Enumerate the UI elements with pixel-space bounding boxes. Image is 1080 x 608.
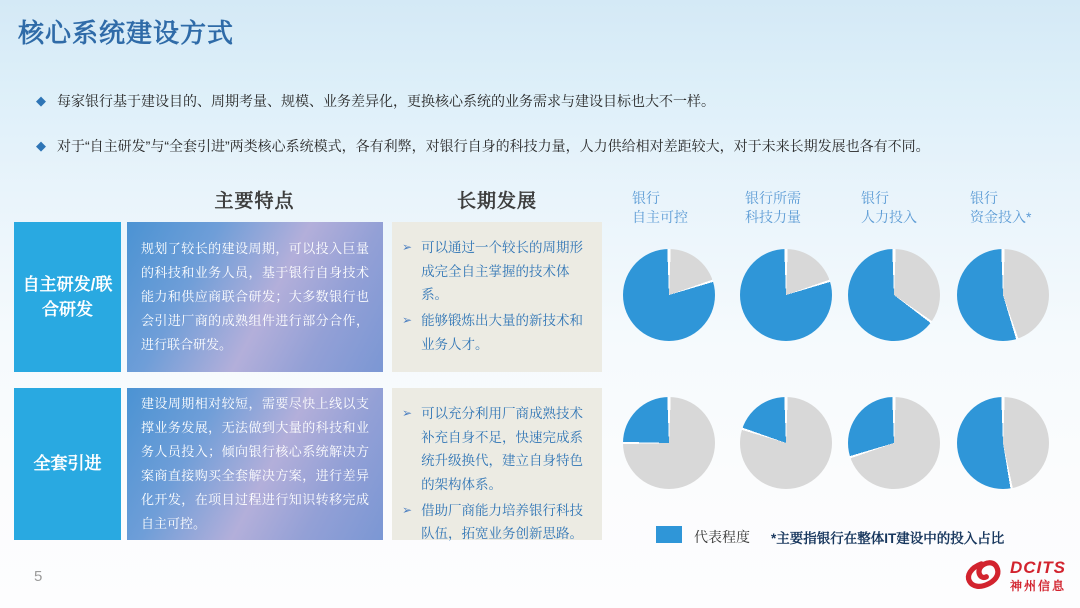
bullet-item xyxy=(36,136,1046,156)
pie-header-line: 银行 xyxy=(632,190,660,206)
logo-subtitle: 神州信息 xyxy=(1009,579,1066,594)
arrow-bullet-icon: ➢ xyxy=(402,406,413,420)
diamond-bullet-icon: ◆ xyxy=(36,93,46,108)
features-cell-row1 xyxy=(127,222,383,372)
pie-chart-self-funding xyxy=(957,249,1049,341)
bullet-text: 每家银行基于建设目的、周期考量、规模、业务差异化，更换核心系统的业务需求与建设目标也大不一样。 xyxy=(57,93,715,109)
arrow-bullet-icon: ➢ xyxy=(402,312,413,327)
longterm-cell-row1 xyxy=(392,222,602,372)
features-text: 建设周期相对较短，需要尽快上线以支撑业务发展，无法做到大量的科技和业务人员投入；倾向银行核心系统解决方案商直接购买全套解决方案，进行差异化开发，在项目过程进行知识转移完成自主可控。 xyxy=(141,395,369,532)
bullet-text: 对于“自主研发”与“全套引进”两类核心系统模式，各有利弊，对银行自身的科技力量，人力供给相对差距较大，对于未来长期发展也各有不同。 xyxy=(57,138,930,154)
row-label-self-developed: 自主研发/联合研发 xyxy=(14,222,121,372)
pie-header-line: 银行 xyxy=(861,190,889,206)
pie-chart-import-funding xyxy=(957,397,1049,489)
longterm-item xyxy=(402,402,594,497)
longterm-text: 可以充分利用厂商成熟技术补充自身不足，快速完成系统升级换代，建立自身特色的架构体系。 xyxy=(421,406,584,492)
pie-chart-import-manpower xyxy=(848,397,940,489)
pie-chart-self-manpower xyxy=(848,249,940,341)
diamond-bullet-icon: ◆ xyxy=(36,138,46,153)
pie-header-line: 人力投入 xyxy=(861,209,917,226)
longterm-item xyxy=(402,499,594,546)
pie-header-line: 自主可控 xyxy=(632,209,688,226)
legend-swatch xyxy=(656,526,682,543)
longterm-text: 借助厂商能力培养银行科技队伍，拓宽业务创新思路。 xyxy=(421,502,584,542)
pie-header-line: 银行 xyxy=(970,190,998,206)
bullet-item xyxy=(36,91,1046,111)
longterm-text: 能够锻炼出大量的新技术和业务人才。 xyxy=(421,312,584,352)
pie-chart-self-autonomy xyxy=(623,249,715,341)
logo-name: DCITS xyxy=(1009,557,1066,577)
pie-column-header-funding xyxy=(970,189,1080,228)
pie-chart-import-autonomy xyxy=(623,397,715,489)
longterm-item xyxy=(402,236,594,307)
longterm-cell-row2 xyxy=(392,388,602,540)
pie-header-line: 银行所需 xyxy=(745,190,801,206)
column-header-features: 主要特点 xyxy=(214,191,295,212)
pie-column-header-tech-power xyxy=(745,189,855,228)
arrow-bullet-icon: ➢ xyxy=(402,240,413,254)
page-title: 核心系统建设方式 xyxy=(18,18,235,48)
row-label-full-import: 全套引进 xyxy=(14,388,121,540)
logo-text-block xyxy=(1010,559,1066,595)
pie-column-header-manpower xyxy=(861,189,971,228)
pie-header-line: 资金投入* xyxy=(970,209,1032,226)
pie-header-line: 科技力量 xyxy=(745,209,801,226)
dcits-logo xyxy=(962,557,1066,596)
arrow-bullet-icon: ➢ xyxy=(402,502,413,517)
features-cell-row2 xyxy=(127,388,383,540)
longterm-item xyxy=(402,309,594,356)
column-header-longterm: 长期发展 xyxy=(456,191,537,212)
page-number: 5 xyxy=(34,568,43,585)
logo-swirl-icon xyxy=(962,557,1004,596)
footnote: *主要指银行在整体IT建设中的投入占比 xyxy=(771,531,1005,546)
longterm-text: 可以通过一个较长的周期形成完全自主掌握的技术体系。 xyxy=(421,240,584,303)
pie-chart-self-tech-power xyxy=(740,249,832,341)
pie-column-header-autonomy xyxy=(632,189,742,228)
legend-label: 代表程度 xyxy=(694,529,750,545)
pie-chart-import-tech-power xyxy=(740,397,832,489)
features-text: 规划了较长的建设周期，可以投入巨量的科技和业务人员，基于银行自身技术能力和供应商联合研发；大多数银行也会引进厂商的成熟组件进行部分合作，进行联合研发。 xyxy=(141,240,369,353)
